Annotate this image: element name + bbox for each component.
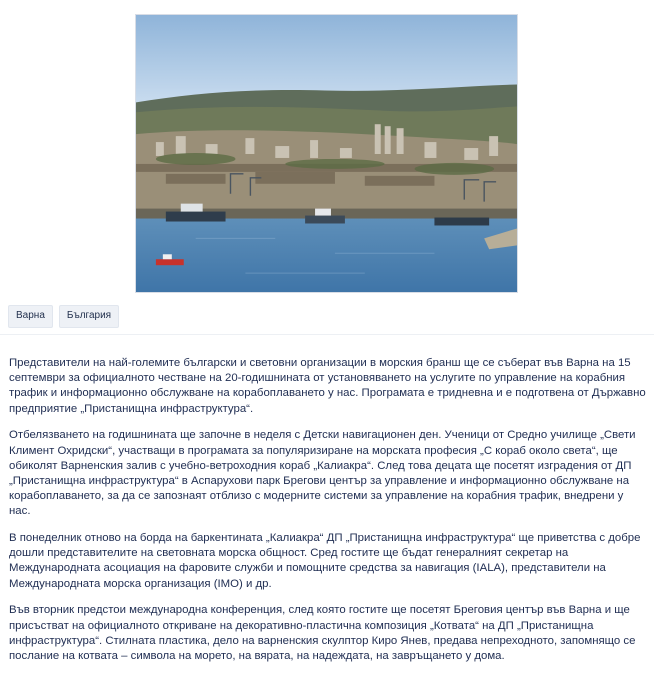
tag-list bbox=[8, 305, 119, 328]
article-paragraph: Във вторник предстои международна конференция, след която гостите ще посетят Бреговия център във Варна и ще присъстват на официалното откриване на декоративно-пластична композиция „Котвата“ на ДП „Пристанищна инфраструктура“. Стилната пластика, дело на варненския скулптор Киро Янев, предава непреходното, запомнящо се послание на котвата – символа на морето, на вярата, на надеждата, на завръщането у дома. bbox=[9, 604, 636, 662]
article-paragraph: Представители на най-големите български и световни организации в морския бранш ще се съберат във Варна на 15 септември за официалното честване на 20-годишнината от установяването на услугите по управление на корабния трафик и информационно обслужване на корабоплаването у нас. Програмата е тридневна и е подготвена от Държавно предприятие „Пристанищна инфраструктура“. bbox=[9, 357, 646, 415]
article-paragraph: В понеделник отново на борда на баркентината „Калиакра“ ДП „Пристанищна инфраструктура“ ще приветства с добре дошли представителите на световната морска общност. Сред гостите ще бъдат генералният секретар на Международната асоциация на фаровите служби и помощните средства за навигация (IALA), представители на Международната морска организация (IMO) и др. bbox=[9, 532, 641, 590]
port-city-photo-icon bbox=[136, 15, 517, 292]
article-body bbox=[9, 356, 646, 676]
tag-varna[interactable]: Варна bbox=[8, 305, 53, 328]
article-paragraph: Отбелязването на годишнината ще започне в неделя с Детски навигационен ден. Ученици от Средно училище „Свети Климент Охридски“, участващи в програмата за популяризиране на морската професия „С кораб около света“, ще обиколят Варненския залив с учебно-ветроходния кораб „Калиакра“. След това децата ще посетят изградения от ДП „Пристанищна инфраструктура“ в Аспарухови парк Брегови център за управление и информационно обслужване на корабоплаването, за да се запознаят отблизо с модерните системи за управление на корабния трафик, внедрени у нас. bbox=[9, 429, 636, 518]
divider bbox=[0, 334, 654, 335]
article-photo bbox=[135, 14, 518, 293]
tag-bulgaria[interactable]: България bbox=[59, 305, 119, 328]
